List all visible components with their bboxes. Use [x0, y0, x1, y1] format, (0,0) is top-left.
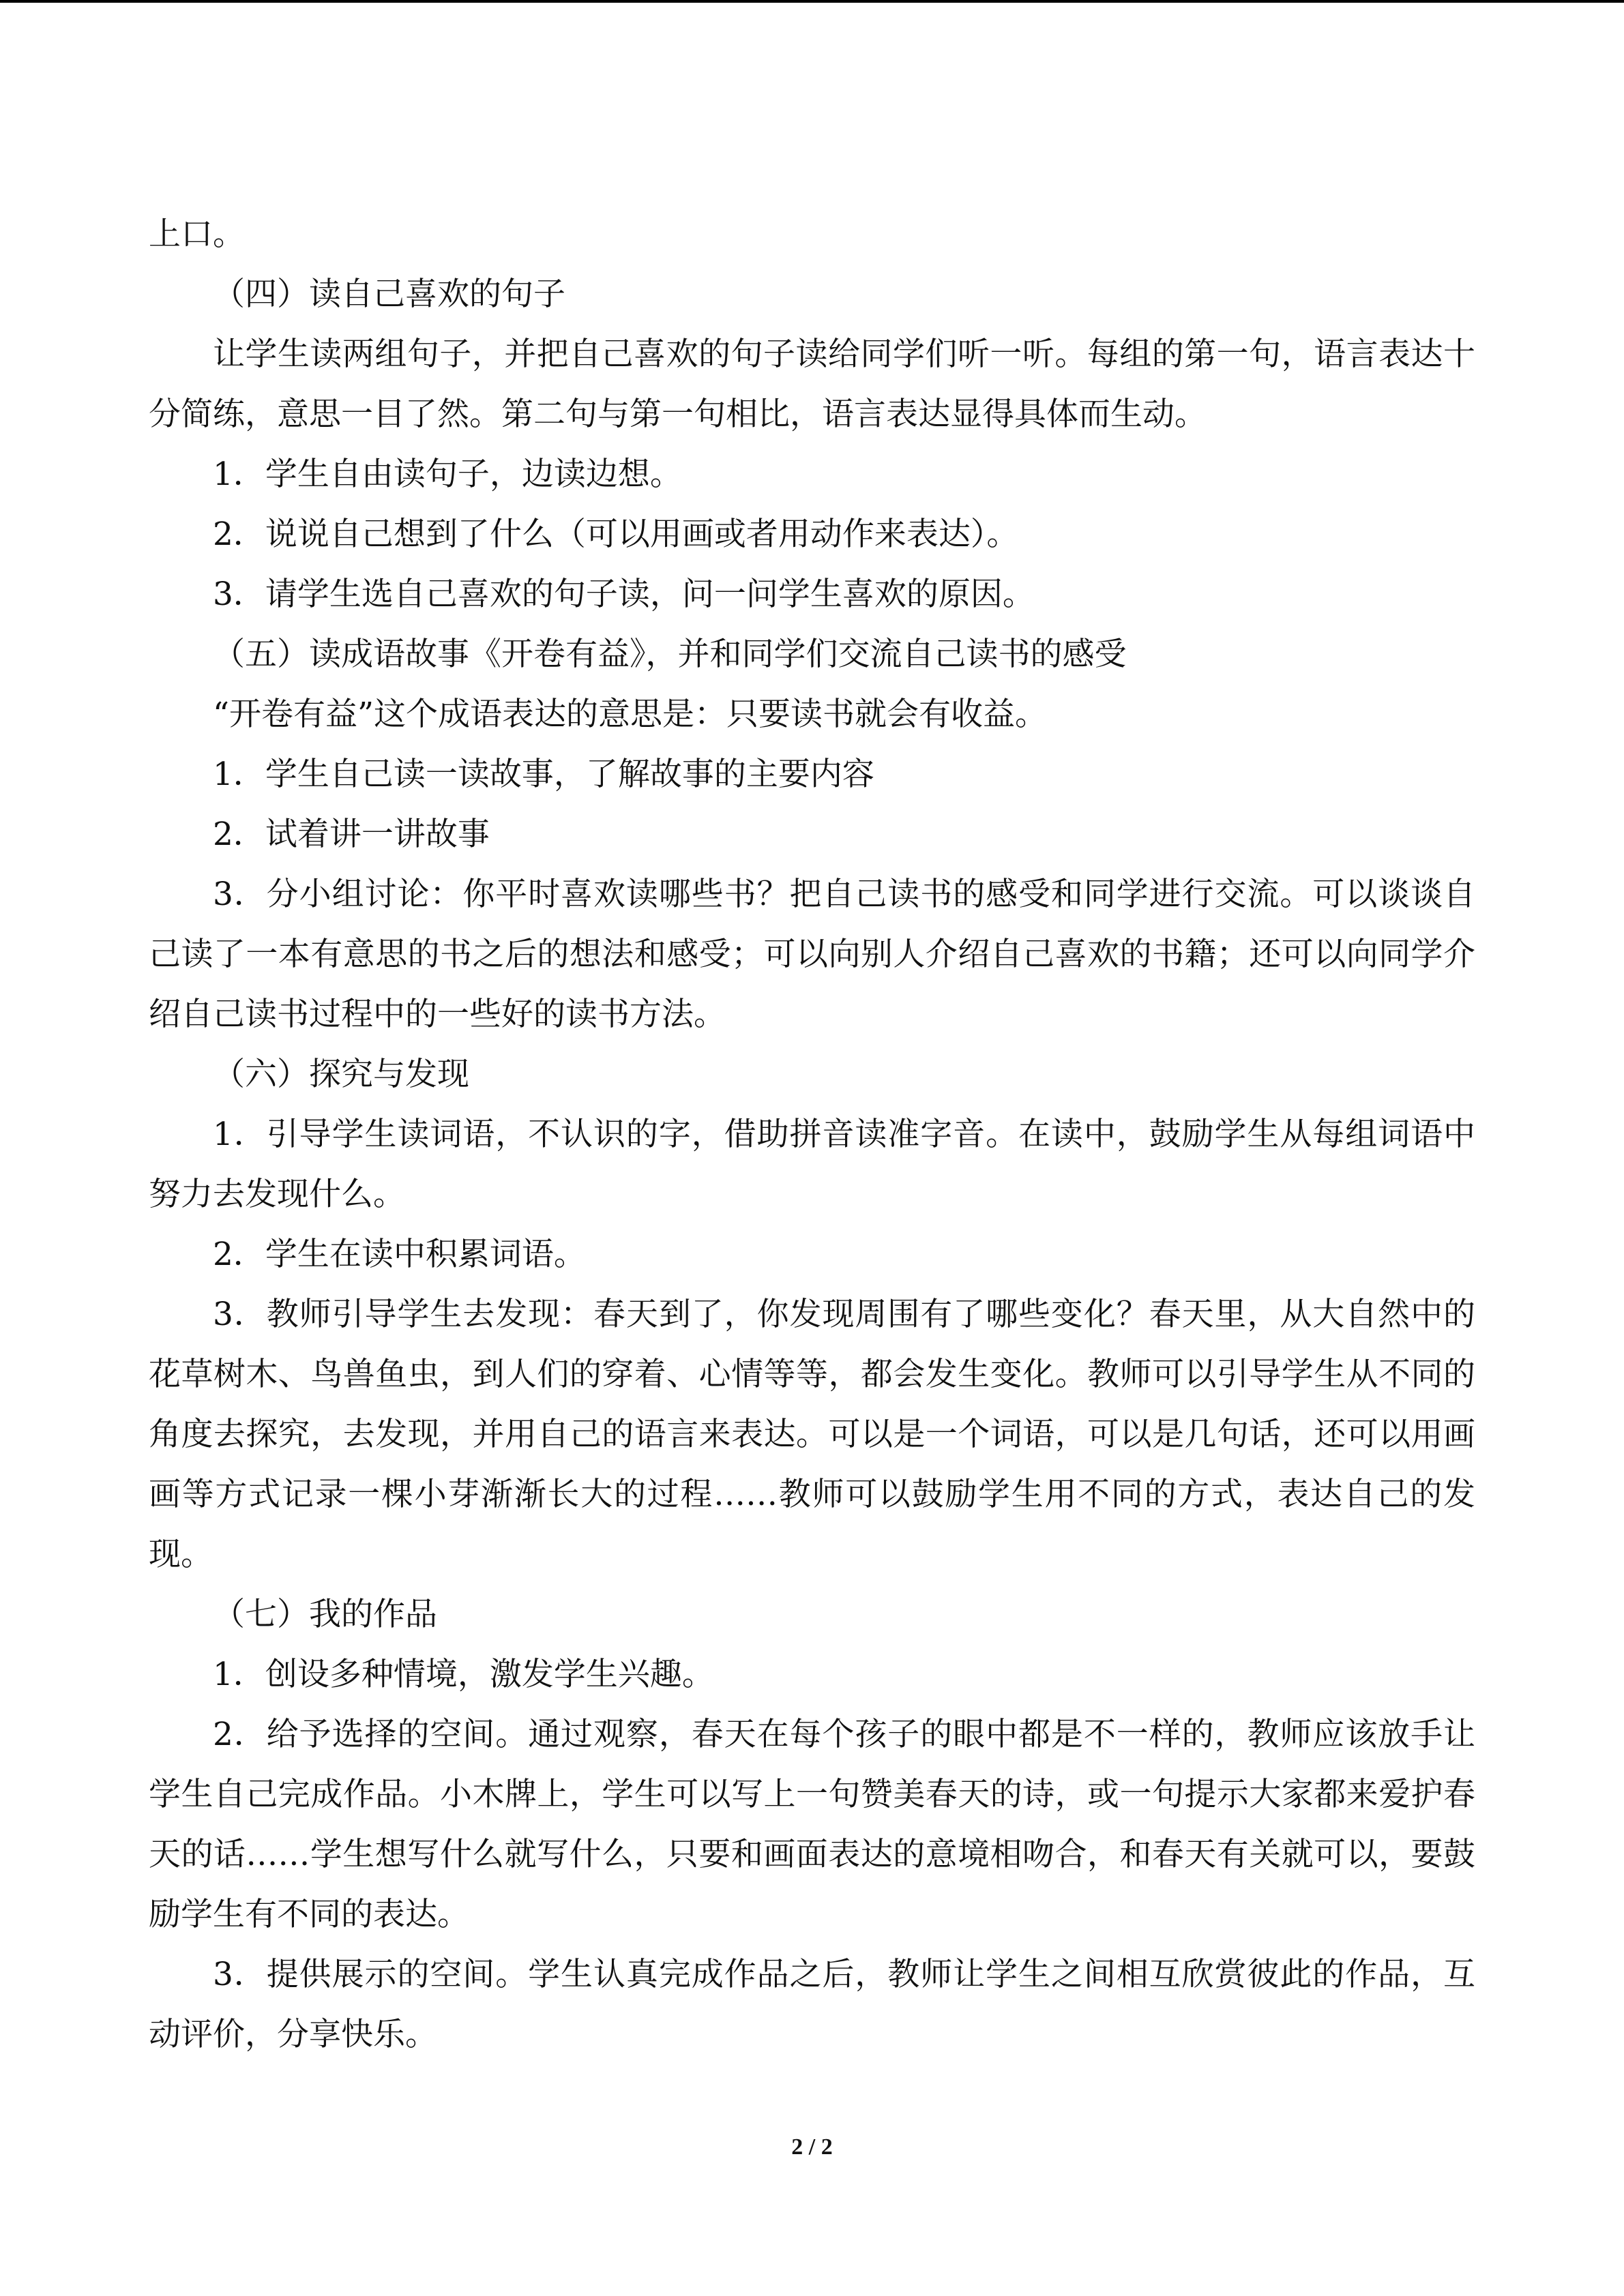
list-item: 1．学生自己读一读故事，了解故事的主要内容	[213, 756, 874, 793]
list-item: 2．学生在读中积累词语。	[213, 1236, 586, 1273]
top-border-line	[0, 0, 1624, 3]
list-item: 3．教师引导学生去发现：春天到了，你发现周围有了哪些变化？春天里，从大自然中的花草树木、鸟兽鱼虫，到人们的穿着、心情等等，都会发生变化。教师可以引导学生从不同的角度去探究，去发现，并用自己的语言来表达。可以是一个词语，可以是几句话，还可以用画画等方式记录一棵小芽渐渐长大的过程……教师可以鼓励学生用不同的方式，表达自己的发现。	[149, 1296, 1475, 1573]
paragraph: 上口。	[149, 215, 245, 253]
list-item: 2．给予选择的空间。通过观察，春天在每个孩子的眼中都是不一样的，教师应该放手让学生自己完成作品。小木牌上，学生可以写上一句赞美春天的诗，或一句提示大家都来爱护春天的话……学生想写什么就写什么，只要和画面表达的意境相吻合，和春天有关就可以，要鼓励学生有不同的表达。	[149, 1716, 1475, 1933]
list-item: 2．说说自己想到了什么（可以用画或者用动作来表达）。	[213, 516, 1019, 553]
document-body	[149, 205, 1475, 2065]
list-item: 1．引导学生读词语，不认识的字，借助拼音读准字音。在读中，鼓励学生从每组词语中努力去发现什么。	[149, 1116, 1475, 1213]
page-number: 2 / 2	[791, 2134, 833, 2160]
section-heading-7: （七）我的作品	[213, 1596, 437, 1633]
list-item: 1．创设多种情境，激发学生兴趣。	[213, 1656, 714, 1693]
list-item: 2．试着讲一讲故事	[213, 816, 490, 853]
paragraph: 让学生读两组句子，并把自己喜欢的句子读给同学们听一听。每组的第一句，语言表达十分简练，意思一目了然。第二句与第一句相比，语言表达显得具体而生动。	[149, 336, 1475, 433]
list-item: 3．提供展示的空间。学生认真完成作品之后，教师让学生之间相互欣赏彼此的作品，互动评价，分享快乐。	[149, 1956, 1475, 2053]
section-heading-6: （六）探究与发现	[213, 1056, 469, 1093]
list-item: 3．分小组讨论：你平时喜欢读哪些书？把自己读书的感受和同学进行交流。可以谈谈自己读了一本有意思的书之后的想法和感受；可以向别人介绍自己喜欢的书籍；还可以向同学介绍自己读书过程中的一些好的读书方法。	[149, 876, 1475, 1033]
list-item: 3．请学生选自己喜欢的句子读，问一问学生喜欢的原因。	[213, 576, 1035, 613]
section-heading-4: （四）读自己喜欢的句子	[213, 275, 565, 313]
paragraph: “开卷有益”这个成语表达的意思是：只要读书就会有收益。	[213, 696, 1048, 733]
section-heading-5: （五）读成语故事《开卷有益》，并和同学们交流自己读书的感受	[213, 636, 1127, 673]
list-item: 1．学生自由读句子，边读边想。	[213, 456, 682, 493]
